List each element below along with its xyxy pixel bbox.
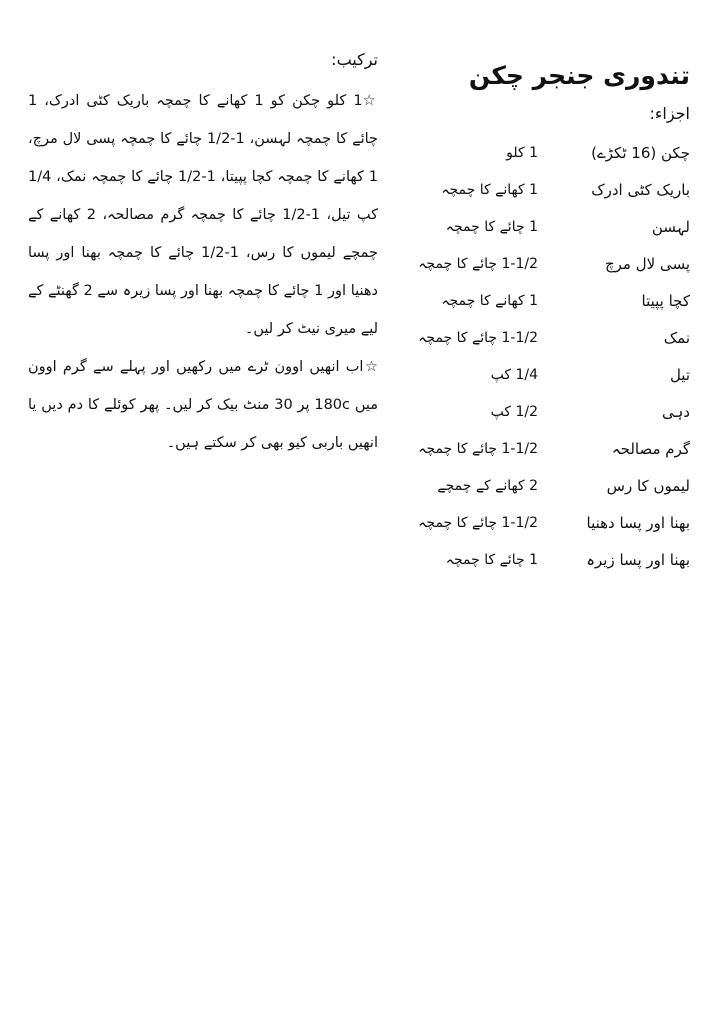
ingredient-row <box>378 467 690 504</box>
ingredients-table <box>378 134 690 578</box>
ingredient-quantity: 1 چائے کا چمچہ <box>445 218 538 235</box>
ingredient-name: لیموں کا رس <box>606 476 690 495</box>
ingredient-name: بھنا اور پسا دھنیا <box>586 513 690 532</box>
method-step: ☆1 کلو چکن کو 1 کھانے کا چمچہ باریک کٹی ادرک، 1 چائے کا چمچہ لہسن، 1-1/2 چائے کا چمچہ پسی لال مرچ، 1 کھانے کا چمچہ کچا پپیتا، 1-1/2 چائے کا چمچہ نمک، 1/4 کپ تیل، 1-1/2 چائے کا چمچہ گرم مصالحہ، 2 کھانے کے چمچے لیموں کا رس، 1-1/2 چائے کا چمچہ بھنا اور پسا دھنیا اور 1 چائے کا چمچہ بھنا اور پسا زیرہ سے 2 گھنٹے کے لیے میری نیٹ کر لیں۔ <box>28 93 379 337</box>
ingredient-quantity: 2 کھانے کے چمچے <box>437 477 538 494</box>
ingredient-quantity: 1 چائے کا چمچہ <box>445 551 538 568</box>
ingredient-row <box>378 356 690 393</box>
ingredient-name: چکن (16 ٹکڑے) <box>591 143 690 162</box>
method-step: ☆اب انھیں اوون ٹرے میں رکھیں اور پہلے سے گرم اوون میں 180c پر 30 منٹ بیک کر لیں۔ پھر کوئلے کا دم دیں یا انھیں باربی کیو بھی کر سکتے ہیں۔ <box>28 359 379 451</box>
ingredients-heading: اجزاء: <box>649 104 690 123</box>
ingredient-row <box>378 245 690 282</box>
ingredient-row <box>378 208 690 245</box>
ingredient-name: گرم مصالحہ <box>611 439 690 458</box>
ingredient-row <box>378 504 690 541</box>
ingredient-row <box>378 282 690 319</box>
ingredient-quantity: 1-1/2 چائے کا چمچہ <box>418 440 538 457</box>
ingredient-name: نمک <box>663 328 690 347</box>
method-section <box>28 82 378 462</box>
ingredient-quantity: 1 کھانے کا چمچہ <box>441 181 538 198</box>
ingredient-name: کچا پپیتا <box>641 291 690 310</box>
ingredient-row <box>378 319 690 356</box>
ingredient-quantity: 1 کلو <box>506 144 538 161</box>
ingredient-name: دہی <box>662 402 690 421</box>
ingredient-name: باریک کٹی ادرک <box>591 180 690 199</box>
ingredient-name: پسی لال مرچ <box>604 254 690 273</box>
ingredient-row <box>378 541 690 578</box>
ingredient-quantity: 1 کھانے کا چمچہ <box>441 292 538 309</box>
ingredient-row <box>378 430 690 467</box>
ingredient-quantity: 1-1/2 چائے کا چمچہ <box>418 255 538 272</box>
ingredient-name: تیل <box>669 365 690 384</box>
ingredient-name: بھنا اور پسا زیرہ <box>586 550 690 569</box>
ingredient-quantity: 1-1/2 چائے کا چمچہ <box>418 329 538 346</box>
recipe-title: تندوری جنجر چکن <box>468 60 690 90</box>
ingredient-name: لہسن <box>651 217 690 236</box>
ingredient-quantity: 1/2 کپ <box>490 403 538 420</box>
ingredient-quantity: 1/4 کپ <box>490 366 538 383</box>
method-heading: ترکیب: <box>331 50 378 69</box>
ingredient-quantity: 1-1/2 چائے کا چمچہ <box>418 514 538 531</box>
ingredient-row <box>378 134 690 171</box>
ingredient-row <box>378 171 690 208</box>
ingredient-row <box>378 393 690 430</box>
